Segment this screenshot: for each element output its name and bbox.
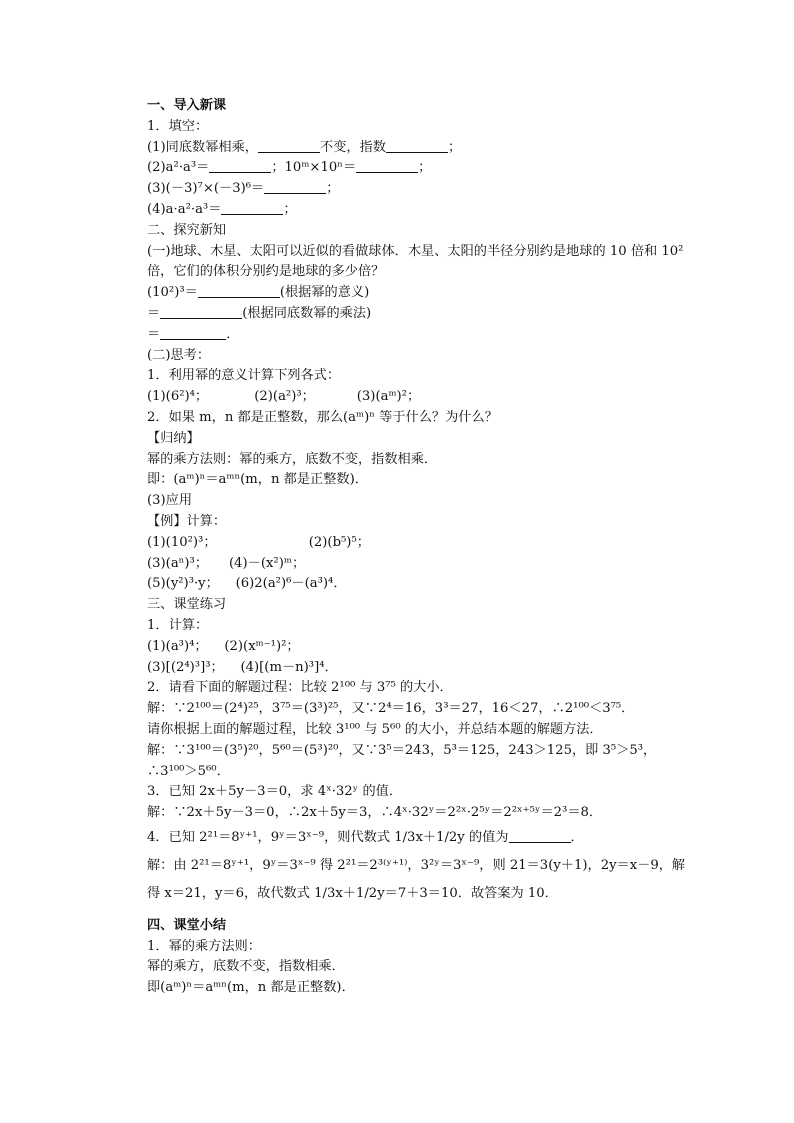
summary-rule: 幂的乘方，底数不变，指数相乘． [147, 959, 345, 975]
answer-blank[interactable] [160, 304, 242, 319]
answer-blank[interactable] [209, 158, 271, 173]
answer-blank[interactable] [160, 325, 226, 340]
exercise-1: 1．计算： [147, 617, 209, 633]
section-heading-3: 三、课堂练习 [147, 597, 227, 613]
answer-blank[interactable] [356, 158, 418, 173]
example-row-1: (1)(10²)³； (2)(b⁵)⁵； [147, 534, 370, 550]
answer-blank[interactable] [264, 179, 326, 194]
item-fill-blank: 1．填空： [147, 118, 209, 134]
think-1-exprs: (1)(6²)⁴； (2)(a²)³； (3)(aᵐ)²； [147, 389, 421, 405]
example-row-2: (3)(aⁿ)³； (4)－(x²)ᵐ； [147, 555, 306, 571]
answer-blank[interactable] [198, 283, 280, 298]
question-1-2: (2)a²·a³＝ ；10ᵐ×10ⁿ＝ ； [147, 160, 432, 176]
think-heading: (二)思考： [147, 347, 211, 363]
section-heading-2: 二、探究新知 [147, 222, 227, 238]
question-1-3: (3)(－3)⁷×(－3)⁶＝ ； [147, 181, 340, 197]
question-1-4: (4)a·a²·a³＝ ； [147, 201, 297, 217]
exercise-3: 3．已知 2x＋5y－3＝0，求 4ˣ·32ʸ 的值． [147, 784, 403, 800]
exercise-2-example-solution: 解：∵2¹⁰⁰＝(2⁴)²⁵，3⁷⁵＝(3³)²⁵，又∵2⁴＝16，3³＝27，16＜27，∴2¹⁰⁰＜3⁷⁵． [147, 701, 635, 717]
problem-planets: (一)地球、木星、太阳可以近似的看做球体．木星、太阳的半径分别约是地球的 10 倍和 10² 倍，它们的体积分别约是地球的多少倍？ [147, 243, 684, 280]
answer-blank[interactable] [386, 138, 448, 153]
derivation-step-1: (10²)³＝ (根据幂的意义) [147, 285, 370, 301]
rule-statement: 幂的乘方法则：幂的乘方，底数不变，指数相乘． [147, 451, 438, 467]
think-1: 1．利用幂的意义计算下列各式： [147, 368, 341, 384]
section-heading-1: 一、导入新课 [147, 98, 227, 113]
answer-blank[interactable] [509, 828, 571, 843]
rule-formula: 即：(aᵐ)ⁿ＝aᵐⁿ(m，n 都是正整数)． [147, 472, 368, 488]
question-1-1: (1)同底数幂相乘， 不变，指数 ； [147, 139, 462, 155]
exercise-4-solution: 解：由 2²¹＝8ʸ⁺¹，9ʸ＝3ˣ⁻⁹ 得 2²¹＝2³⁽ʸ⁺¹⁾，3²ʸ＝3ˣ⁻⁹，则 21＝3(y＋1)，2y＝x－9，解得 x＝21，y＝6，故代数式 1/3x＋1/2y＝7＋3＝10．故答案为 10． [147, 857, 686, 901]
application-heading: (3)应用 [147, 493, 193, 509]
exercise-2-task: 请你根据上面的解题过程，比较 3¹⁰⁰ 与 5⁶⁰ 的大小，并总结本题的解题方法． [147, 721, 603, 737]
summary-label: 【归纳】 [147, 430, 200, 446]
summary-formula: 即(aᵐ)ⁿ＝aᵐⁿ(m，n 都是正整数)． [147, 980, 355, 996]
example-label: 【例】计算： [147, 513, 227, 529]
answer-blank[interactable] [258, 138, 320, 153]
exercise-2: 2．请看下面的解题过程：比较 2¹⁰⁰ 与 3⁷⁵ 的大小． [147, 680, 453, 696]
think-2: 2．如果 m，n 都是正整数，那么(aᵐ)ⁿ 等于什么？为什么？ [147, 409, 498, 425]
example-row-3: (5)(y²)³·y； (6)2(a²)⁶－(a³)⁴． [147, 576, 347, 592]
exercise-4: 4．已知 2²¹＝8ʸ⁺¹，9ʸ＝3ˣ⁻⁹，则代数式 1/3x＋1/2y 的值为 ． [147, 829, 584, 845]
section-heading-4: 四、课堂小结 [147, 917, 227, 933]
exercise-1-row-1: (1)(a³)⁴； (2)(xᵐ⁻¹)²； [147, 638, 300, 654]
summary-1: 1．幂的乘方法则： [147, 938, 261, 954]
exercise-2-solution: 解：∵3¹⁰⁰＝(3⁵)²⁰，5⁶⁰＝(5³)²⁰，又∵3⁵＝243，5³＝125，243＞125，即 3⁵＞5³，∴3¹⁰⁰＞5⁶⁰． [147, 742, 657, 779]
derivation-step-2: ＝ (根据同底数幂的乘法) [147, 305, 372, 321]
exercise-3-solution: 解：∵2x＋5y－3＝0，∴2x＋5y＝3，∴4ˣ·32ʸ＝2²ˣ·2⁵ʸ＝2²ˣ⁺⁵ʸ＝2³＝8． [147, 805, 603, 821]
exercise-1-row-2: (3)[(2⁴)³]³； (4)[(m－n)³]⁴． [147, 659, 338, 675]
answer-blank[interactable] [221, 200, 283, 215]
document-page [147, 96, 687, 999]
derivation-step-3: ＝ ． [147, 326, 240, 342]
